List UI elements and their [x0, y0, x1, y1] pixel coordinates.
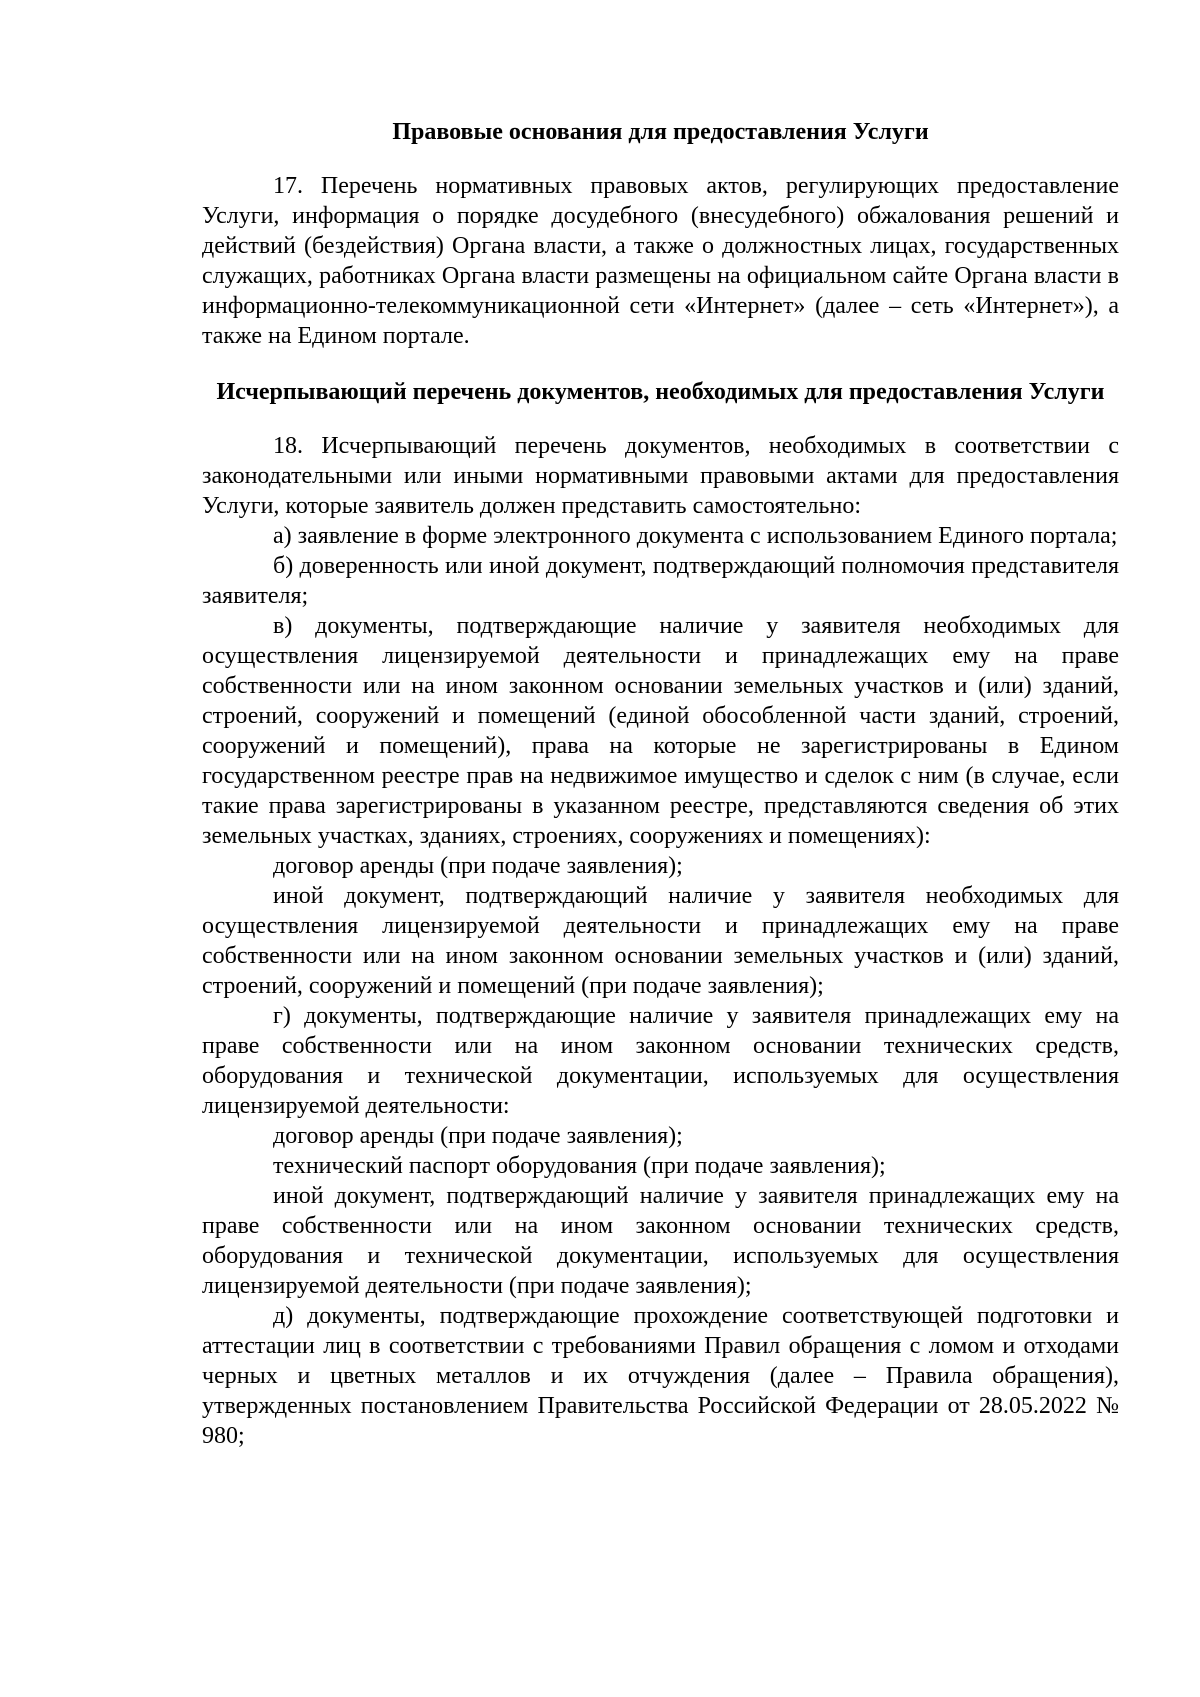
paragraph-item-v: в) документы, подтверждающие наличие у заявителя необходимых для осуществления лицензируемой деятельности и принадлежащих ему на праве собственности или на ином законном основании земельных участков и (или) зданий, строений, сооружений и помещений (единой обособленной части зданий, строений, сооружений и помещений), права на которые не зарегистрированы в Едином государственном реестре прав на недвижимое имущество и сделок с ним (в случае, если такие права зарегистрированы в указанном реестре, представляются сведения об этих земельных участках, зданиях, строениях, сооружениях и помещениях): [202, 613, 1119, 849]
paragraph-item-d: д) документы, подтверждающие прохождение соответствующей подготовки и аттестации лиц в соответствии с требованиями Правил обращения с ломом и отходами черных и цветных металлов и их отчуждения (далее – Правила обращения), утвержденных постановлением Правительства Российской Федерации от 28.05.2022 № 980; [202, 1303, 1119, 1449]
paragraph-item-g-other: иной документ, подтверждающий наличие у заявителя принадлежащих ему на праве собственности или на ином законном основании технических средств, оборудования и технической документации, используемых для осуществления лицензируемой деятельности (при подаче заявления); [202, 1183, 1119, 1299]
paragraph-item-v-other: иной документ, подтверждающий наличие у заявителя необходимых для осуществления лицензируемой деятельности и принадлежащих ему на праве собственности или на ином законном основании земельных участков и (или) зданий, строений, сооружений и помещений (при подаче заявления); [202, 883, 1119, 999]
paragraph-item-a: а) заявление в форме электронного документа с использованием Единого портала; [273, 523, 1118, 549]
section-heading-legal-basis: Правовые основания для предоставления Услуги [392, 119, 929, 145]
paragraph-item-b: б) доверенность или иной документ, подтверждающий полномочия представителя заявителя; [202, 553, 1119, 609]
paragraph-item-g-passport: технический паспорт оборудования (при подаче заявления); [273, 1153, 886, 1179]
paragraph-17: 17. Перечень нормативных правовых актов, регулирующих предоставление Услуги, информация о порядке досудебного (внесудебного) обжалования решений и действий (бездействия) Органа власти, а также о должностных лицах, государственных служащих, работниках Органа власти размещены на официальном сайте Органа власти в информационно-телекоммуникационной сети «Интернет» (далее – сеть «Интернет»), а также на Едином портале. [202, 173, 1119, 349]
paragraph-item-v-lease: договор аренды (при подаче заявления); [273, 853, 683, 879]
paragraph-item-g: г) документы, подтверждающие наличие у заявителя принадлежащих ему на праве собственности или на ином законном основании технических средств, оборудования и технической документации, используемых для осуществления лицензируемой деятельности: [202, 1003, 1119, 1119]
paragraph-18: 18. Исчерпывающий перечень документов, необходимых в соответствии с законодательными или иными нормативными правовыми актами для предоставления Услуги, которые заявитель должен представить самостоятельно: [202, 433, 1119, 519]
paragraph-item-g-lease: договор аренды (при подаче заявления); [273, 1123, 683, 1149]
document-body [202, 117, 1119, 1451]
section-heading-documents-list: Исчерпывающий перечень документов, необходимых для предоставления Услуги [216, 379, 1105, 405]
